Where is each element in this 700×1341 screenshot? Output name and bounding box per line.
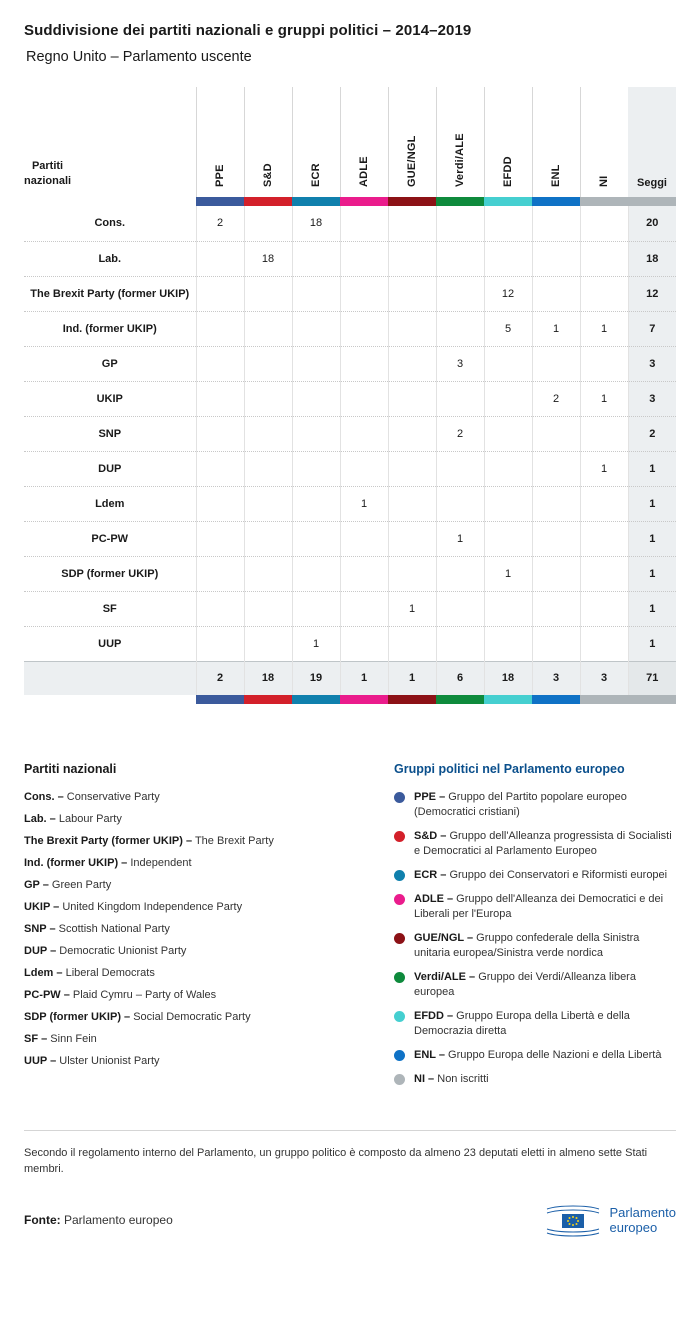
table-row bbox=[24, 626, 676, 661]
cell-7-3 bbox=[340, 451, 388, 486]
group-color-dot-icon bbox=[394, 894, 405, 905]
cell-10-2 bbox=[292, 556, 340, 591]
cell-0-1 bbox=[244, 206, 292, 241]
row-label: DUP bbox=[24, 451, 196, 486]
cell-11-6 bbox=[484, 591, 532, 626]
row-seats: 2 bbox=[628, 416, 676, 451]
table-row bbox=[24, 241, 676, 276]
legend-item-group: Verdi/ALE – Gruppo dei Verdi/Alleanza libera europea bbox=[394, 970, 676, 1000]
cell-10-5 bbox=[436, 556, 484, 591]
cell-7-8: 1 bbox=[580, 451, 628, 486]
column-header-gue-ngl: GUE/NGL bbox=[388, 87, 436, 197]
group-color-dot-icon bbox=[394, 831, 405, 842]
page-subtitle: Regno Unito – Parlamento uscente bbox=[26, 49, 252, 65]
cell-5-8: 1 bbox=[580, 381, 628, 416]
matrix-header-row bbox=[24, 87, 676, 197]
cell-7-5 bbox=[436, 451, 484, 486]
table-row bbox=[24, 381, 676, 416]
cell-10-8 bbox=[580, 556, 628, 591]
cell-3-5 bbox=[436, 311, 484, 346]
cell-6-3 bbox=[340, 416, 388, 451]
total-gue-ngl: 1 bbox=[388, 661, 436, 695]
table-row bbox=[24, 311, 676, 346]
cell-4-0 bbox=[196, 346, 244, 381]
cell-2-4 bbox=[388, 276, 436, 311]
cell-4-5: 3 bbox=[436, 346, 484, 381]
cell-5-2 bbox=[292, 381, 340, 416]
matrix-body bbox=[24, 206, 676, 661]
legend-item-national: Ind. (former UKIP) – Independent bbox=[24, 857, 192, 869]
cell-8-8 bbox=[580, 486, 628, 521]
legend-national-parties bbox=[24, 762, 394, 1096]
column-header-ni: NI bbox=[580, 87, 628, 197]
table-row bbox=[24, 416, 676, 451]
column-header-s-d: S&D bbox=[244, 87, 292, 197]
cell-12-5 bbox=[436, 626, 484, 661]
cell-10-1 bbox=[244, 556, 292, 591]
cell-8-5 bbox=[436, 486, 484, 521]
legend-item-national: SDP (former UKIP) – Social Democratic Party bbox=[24, 1011, 251, 1023]
footer-source-row bbox=[24, 1203, 676, 1259]
legend-section bbox=[24, 762, 676, 1096]
cell-6-8 bbox=[580, 416, 628, 451]
legend-item-national: Lab. – Labour Party bbox=[24, 813, 122, 825]
legend-item-group: GUE/NGL – Gruppo confederale della Sinistra unitaria europea/Sinistra verde nordica bbox=[394, 931, 676, 961]
cell-2-8 bbox=[580, 276, 628, 311]
table-row bbox=[24, 276, 676, 311]
legend-item-group: PPE – Gruppo del Partito popolare europeo (Democratici cristiani) bbox=[394, 790, 676, 820]
cell-1-6 bbox=[484, 241, 532, 276]
cell-9-5: 1 bbox=[436, 521, 484, 556]
cell-6-1 bbox=[244, 416, 292, 451]
cell-11-3 bbox=[340, 591, 388, 626]
cell-0-4 bbox=[388, 206, 436, 241]
cell-12-2: 1 bbox=[292, 626, 340, 661]
color-strip-ni bbox=[580, 197, 628, 206]
cell-12-1 bbox=[244, 626, 292, 661]
cell-1-2 bbox=[292, 241, 340, 276]
color-strip-ecr bbox=[292, 695, 340, 704]
column-header-ecr: ECR bbox=[292, 87, 340, 197]
eu-flag-icon bbox=[545, 1203, 601, 1237]
cell-8-4 bbox=[388, 486, 436, 521]
row-seats: 1 bbox=[628, 626, 676, 661]
cell-5-5 bbox=[436, 381, 484, 416]
cell-3-8: 1 bbox=[580, 311, 628, 346]
cell-1-5 bbox=[436, 241, 484, 276]
color-strip-gue-ngl bbox=[388, 197, 436, 206]
group-color-dot-icon bbox=[394, 1011, 405, 1022]
cell-10-3 bbox=[340, 556, 388, 591]
cell-8-7 bbox=[532, 486, 580, 521]
group-color-dot-icon bbox=[394, 792, 405, 803]
source-label: Fonte: bbox=[24, 1213, 61, 1227]
cell-3-7: 1 bbox=[532, 311, 580, 346]
cell-5-4 bbox=[388, 381, 436, 416]
footer-divider bbox=[24, 1130, 676, 1131]
cell-10-4 bbox=[388, 556, 436, 591]
row-seats: 1 bbox=[628, 486, 676, 521]
cell-0-2: 18 bbox=[292, 206, 340, 241]
legend-item-group: ADLE – Gruppo dell'Alleanza dei Democratici e dei Liberali per l'Europa bbox=[394, 892, 676, 922]
cell-9-2 bbox=[292, 521, 340, 556]
ep-brand-text bbox=[610, 1205, 676, 1235]
color-strip-verdi-ale bbox=[436, 197, 484, 206]
cell-11-0 bbox=[196, 591, 244, 626]
legend-item-group: ENL – Gruppo Europa delle Nazioni e della Libertà bbox=[394, 1048, 676, 1063]
matrix-header bbox=[24, 87, 676, 197]
color-strip-ppe bbox=[196, 197, 244, 206]
cell-1-7 bbox=[532, 241, 580, 276]
cell-3-4 bbox=[388, 311, 436, 346]
cell-0-0: 2 bbox=[196, 206, 244, 241]
cell-9-6 bbox=[484, 521, 532, 556]
legend-item-group: S&D – Gruppo dell'Alleanza progressista di Socialisti e Democratici al Parlamento Europeo bbox=[394, 829, 676, 859]
legend-item-national: GP – Green Party bbox=[24, 879, 112, 891]
cell-3-1 bbox=[244, 311, 292, 346]
color-strip-efdd bbox=[484, 197, 532, 206]
cell-7-0 bbox=[196, 451, 244, 486]
table-row bbox=[24, 521, 676, 556]
table-row bbox=[24, 591, 676, 626]
brand-line-1: Parlamento bbox=[609, 1205, 676, 1220]
row-seats: 20 bbox=[628, 206, 676, 241]
cell-0-6 bbox=[484, 206, 532, 241]
strip-seats bbox=[628, 695, 676, 704]
cell-2-2 bbox=[292, 276, 340, 311]
color-strip-adle bbox=[340, 197, 388, 206]
color-strip-adle bbox=[340, 695, 388, 704]
source-value: Parlamento europeo bbox=[64, 1213, 173, 1227]
group-color-strip bbox=[24, 197, 676, 206]
column-header-enl: ENL bbox=[532, 87, 580, 197]
legend-item-national: DUP – Democratic Unionist Party bbox=[24, 945, 187, 957]
legend-item-national: Ldem – Liberal Democrats bbox=[24, 967, 155, 979]
total-verdi-ale: 6 bbox=[436, 661, 484, 695]
cell-0-8 bbox=[580, 206, 628, 241]
matrix-total-row bbox=[24, 661, 676, 695]
color-strip-ecr bbox=[292, 197, 340, 206]
cell-9-1 bbox=[244, 521, 292, 556]
color-strip-s-d bbox=[244, 695, 292, 704]
column-header-seats: Seggi bbox=[628, 87, 676, 197]
cell-7-1 bbox=[244, 451, 292, 486]
row-seats: 1 bbox=[628, 451, 676, 486]
cell-7-7 bbox=[532, 451, 580, 486]
cell-1-8 bbox=[580, 241, 628, 276]
cell-12-8 bbox=[580, 626, 628, 661]
cell-11-2 bbox=[292, 591, 340, 626]
cell-9-7 bbox=[532, 521, 580, 556]
matrix-corner-label bbox=[24, 87, 196, 197]
column-header-ppe: PPE bbox=[196, 87, 244, 197]
table-row bbox=[24, 556, 676, 591]
cell-1-0 bbox=[196, 241, 244, 276]
total-adle: 1 bbox=[340, 661, 388, 695]
total-ecr: 19 bbox=[292, 661, 340, 695]
cell-6-4 bbox=[388, 416, 436, 451]
row-label: SF bbox=[24, 591, 196, 626]
footer-note: Secondo il regolamento interno del Parlamento, un gruppo politico è composto da almeno 23 deputati eletti in almeno sette Stati membri. bbox=[24, 1147, 648, 1175]
page-title: Suddivisione dei partiti nazionali e gruppi politici – 2014–2019 bbox=[24, 22, 472, 39]
cell-5-7: 2 bbox=[532, 381, 580, 416]
strip-spacer bbox=[24, 197, 196, 206]
cell-5-1 bbox=[244, 381, 292, 416]
cell-12-7 bbox=[532, 626, 580, 661]
group-color-strip-bottom bbox=[24, 695, 676, 704]
color-strip-efdd bbox=[484, 695, 532, 704]
row-seats: 3 bbox=[628, 346, 676, 381]
cell-0-3 bbox=[340, 206, 388, 241]
legend-item-national: The Brexit Party (former UKIP) – The Brexit Party bbox=[24, 835, 274, 847]
cell-6-7 bbox=[532, 416, 580, 451]
strip-seats bbox=[628, 197, 676, 206]
cell-11-1 bbox=[244, 591, 292, 626]
group-color-dot-icon bbox=[394, 870, 405, 881]
table-row bbox=[24, 486, 676, 521]
cell-11-5 bbox=[436, 591, 484, 626]
cell-1-3 bbox=[340, 241, 388, 276]
table-row bbox=[24, 451, 676, 486]
cell-4-4 bbox=[388, 346, 436, 381]
cell-2-3 bbox=[340, 276, 388, 311]
cell-11-8 bbox=[580, 591, 628, 626]
cell-8-3: 1 bbox=[340, 486, 388, 521]
cell-0-7 bbox=[532, 206, 580, 241]
row-label: The Brexit Party (former UKIP) bbox=[24, 276, 196, 311]
cell-10-6: 1 bbox=[484, 556, 532, 591]
group-color-dot-icon bbox=[394, 933, 405, 944]
cell-6-5: 2 bbox=[436, 416, 484, 451]
cell-2-7 bbox=[532, 276, 580, 311]
color-strip-enl bbox=[532, 695, 580, 704]
color-strip-enl bbox=[532, 197, 580, 206]
cell-4-3 bbox=[340, 346, 388, 381]
cell-12-3 bbox=[340, 626, 388, 661]
cell-3-2 bbox=[292, 311, 340, 346]
corner-line-2: nazionali bbox=[24, 175, 72, 187]
cell-4-7 bbox=[532, 346, 580, 381]
column-header-verdi-ale: Verdi/ALE bbox=[436, 87, 484, 197]
cell-9-4 bbox=[388, 521, 436, 556]
legend-item-group: NI – Non iscritti bbox=[394, 1072, 676, 1087]
color-strip-s-d bbox=[244, 197, 292, 206]
total-seats: 71 bbox=[628, 661, 676, 695]
legend-groups-title: Gruppi politici nel Parlamento europeo bbox=[394, 762, 625, 776]
row-label: PC-PW bbox=[24, 521, 196, 556]
cell-0-5 bbox=[436, 206, 484, 241]
cell-3-3 bbox=[340, 311, 388, 346]
legend-national-title: Partiti nazionali bbox=[24, 762, 117, 776]
group-color-dot-icon bbox=[394, 1050, 405, 1061]
cell-8-2 bbox=[292, 486, 340, 521]
brand-line-2: europeo bbox=[609, 1220, 658, 1235]
cell-11-4: 1 bbox=[388, 591, 436, 626]
group-color-dot-icon bbox=[394, 1074, 405, 1085]
legend-item-group: EFDD – Gruppo Europa della Libertà e della Democrazia diretta bbox=[394, 1009, 676, 1039]
row-seats: 12 bbox=[628, 276, 676, 311]
cell-9-3 bbox=[340, 521, 388, 556]
cell-12-6 bbox=[484, 626, 532, 661]
cell-4-1 bbox=[244, 346, 292, 381]
cell-2-1 bbox=[244, 276, 292, 311]
cell-5-3 bbox=[340, 381, 388, 416]
row-label: UUP bbox=[24, 626, 196, 661]
total-ni: 3 bbox=[580, 661, 628, 695]
cell-10-7 bbox=[532, 556, 580, 591]
legend-item-national: SF – Sinn Fein bbox=[24, 1033, 97, 1045]
cell-12-4 bbox=[388, 626, 436, 661]
cell-9-0 bbox=[196, 521, 244, 556]
row-label: SNP bbox=[24, 416, 196, 451]
cell-3-6: 5 bbox=[484, 311, 532, 346]
row-label: Ind. (former UKIP) bbox=[24, 311, 196, 346]
legend-item-national: PC-PW – Plaid Cymru – Party of Wales bbox=[24, 989, 217, 1001]
row-label: GP bbox=[24, 346, 196, 381]
cell-4-8 bbox=[580, 346, 628, 381]
legend-political-groups bbox=[394, 762, 676, 1096]
row-seats: 3 bbox=[628, 381, 676, 416]
row-label: SDP (former UKIP) bbox=[24, 556, 196, 591]
source-text bbox=[24, 1213, 173, 1227]
total-enl: 3 bbox=[532, 661, 580, 695]
legend-item-national: Cons. – Conservative Party bbox=[24, 791, 160, 803]
cell-5-6 bbox=[484, 381, 532, 416]
row-seats: 1 bbox=[628, 591, 676, 626]
row-seats: 1 bbox=[628, 556, 676, 591]
cell-12-0 bbox=[196, 626, 244, 661]
table-row bbox=[24, 206, 676, 241]
total-efdd: 18 bbox=[484, 661, 532, 695]
cell-5-0 bbox=[196, 381, 244, 416]
row-seats: 1 bbox=[628, 521, 676, 556]
row-label: UKIP bbox=[24, 381, 196, 416]
cell-6-2 bbox=[292, 416, 340, 451]
row-label: Ldem bbox=[24, 486, 196, 521]
group-color-dot-icon bbox=[394, 972, 405, 983]
cell-7-2 bbox=[292, 451, 340, 486]
cell-7-6 bbox=[484, 451, 532, 486]
cell-1-4 bbox=[388, 241, 436, 276]
cell-8-6 bbox=[484, 486, 532, 521]
cell-3-0 bbox=[196, 311, 244, 346]
cell-9-8 bbox=[580, 521, 628, 556]
cell-4-6 bbox=[484, 346, 532, 381]
total-ppe: 2 bbox=[196, 661, 244, 695]
cell-7-4 bbox=[388, 451, 436, 486]
table-row bbox=[24, 346, 676, 381]
ep-brand bbox=[545, 1203, 676, 1237]
color-strip-ppe bbox=[196, 695, 244, 704]
total-label bbox=[24, 661, 196, 695]
color-strip-verdi-ale bbox=[436, 695, 484, 704]
cell-11-7 bbox=[532, 591, 580, 626]
matrix-table-wrap bbox=[24, 87, 676, 704]
cell-6-6 bbox=[484, 416, 532, 451]
legend-item-national: UUP – Ulster Unionist Party bbox=[24, 1055, 160, 1067]
legend-item-group: ECR – Gruppo dei Conservatori e Riformisti europei bbox=[394, 868, 676, 883]
cell-10-0 bbox=[196, 556, 244, 591]
cell-8-0 bbox=[196, 486, 244, 521]
total-s-d: 18 bbox=[244, 661, 292, 695]
corner-line-1: Partiti bbox=[31, 160, 64, 172]
cell-8-1 bbox=[244, 486, 292, 521]
cell-2-5 bbox=[436, 276, 484, 311]
column-header-adle: ADLE bbox=[340, 87, 388, 197]
color-strip-gue-ngl bbox=[388, 695, 436, 704]
column-header-efdd: EFDD bbox=[484, 87, 532, 197]
cell-2-6: 12 bbox=[484, 276, 532, 311]
row-seats: 7 bbox=[628, 311, 676, 346]
seats-matrix-table bbox=[24, 87, 676, 704]
cell-1-1: 18 bbox=[244, 241, 292, 276]
row-label: Cons. bbox=[24, 206, 196, 241]
legend-item-national: UKIP – United Kingdom Independence Party bbox=[24, 901, 243, 913]
row-label: Lab. bbox=[24, 241, 196, 276]
cell-6-0 bbox=[196, 416, 244, 451]
cell-2-0 bbox=[196, 276, 244, 311]
cell-4-2 bbox=[292, 346, 340, 381]
legend-item-national: SNP – Scottish National Party bbox=[24, 923, 170, 935]
strip-spacer bbox=[24, 695, 196, 704]
color-strip-ni bbox=[580, 695, 628, 704]
row-seats: 18 bbox=[628, 241, 676, 276]
